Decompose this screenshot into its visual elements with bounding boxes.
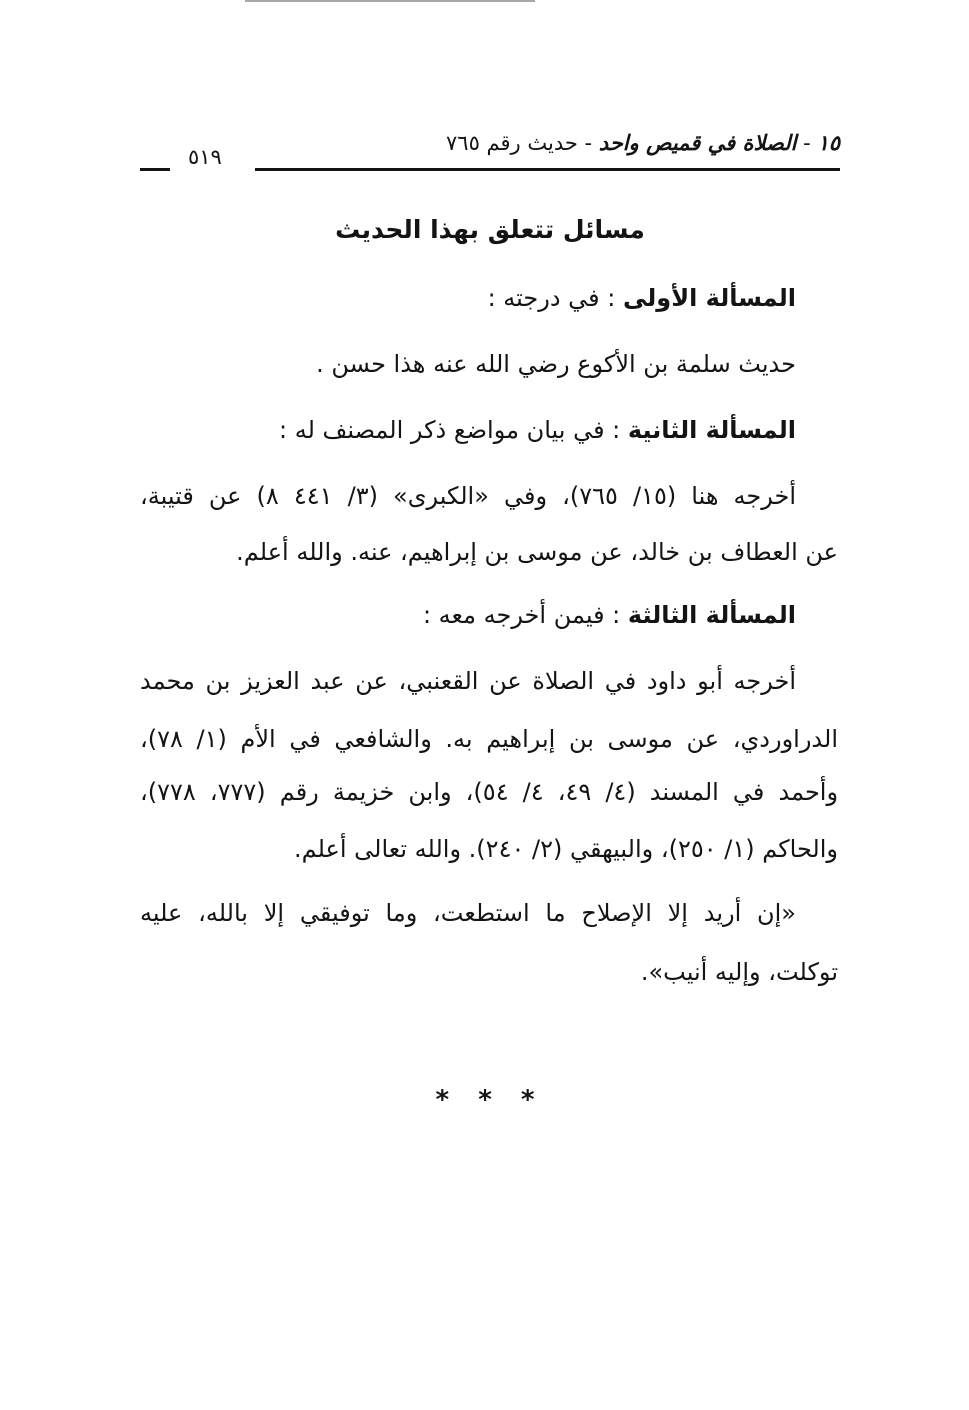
q2-line-1: أخرجه هنا (١٥/ ٧٦٥)، وفي «الكبرى» (٣/ ٤٤١ ٨) عن قتيبة، xyxy=(140,482,796,510)
q3-line-4: والحاكم (١/ ٢٥٠)، والبيهقي (٢/ ٢٤٠). والله تعالى أعلم. xyxy=(293,835,838,863)
chapter-number: ١٥ xyxy=(817,131,840,155)
q3-line-3: وأحمد في المسند (٤/ ٤٩، ٤/ ٥٤)، وابن خزيمة رقم (٧٧٧، ٧٧٨)، xyxy=(140,778,838,806)
q2-heading xyxy=(140,408,838,452)
chapter-title: الصلاة في قميص واحد xyxy=(598,131,797,155)
closing-line-2: توكلت، وإليه أنيب». xyxy=(640,958,838,986)
header-rule xyxy=(255,168,840,171)
section-separator: * * * xyxy=(435,1085,545,1115)
page-number: ٥١٩ xyxy=(188,145,222,169)
q3-topic: : فيمن أخرجه معه : xyxy=(422,601,621,629)
q2-topic: : في بيان مواضع ذكر المصنف له : xyxy=(278,416,621,444)
q3-heading xyxy=(140,593,838,637)
running-head: ١٥ - الصلاة في قميص واحد - حديث رقم ٧٦٥ xyxy=(446,131,840,155)
section-heading: مسائل تتعلق بهذا الحديث xyxy=(335,215,645,244)
q3-line-1: أخرجه أبو داود في الصلاة عن القعنبي، عن عبد العزيز بن محمد xyxy=(140,667,796,695)
closing-line-1: «إن أريد إلا الإصلاح ما استطعت، وما توفيقي إلا بالله، عليه xyxy=(140,899,796,927)
page-number-dash xyxy=(140,168,170,171)
q1-label: المسألة الأولى xyxy=(623,284,796,312)
q2-label: المسألة الثانية xyxy=(627,416,796,444)
q3-line-2: الدراوردي، عن موسى بن إبراهيم به. والشافعي في الأم (١/ ٧٨)، xyxy=(140,725,838,753)
q1-heading xyxy=(140,276,838,320)
q2-line-2: عن العطاف بن خالد، عن موسى بن إبراهيم، عنه. والله أعلم. xyxy=(236,538,838,566)
page-header xyxy=(140,128,840,180)
hadith-number: حديث رقم ٧٦٥ xyxy=(446,131,578,155)
q3-label: المسألة الثالثة xyxy=(627,601,796,629)
q1-line-1: حديث سلمة بن الأكوع رضي الله عنه هذا حسن . xyxy=(316,350,796,378)
top-scan-rule xyxy=(245,0,535,2)
q1-topic: : في درجته : xyxy=(487,284,616,312)
